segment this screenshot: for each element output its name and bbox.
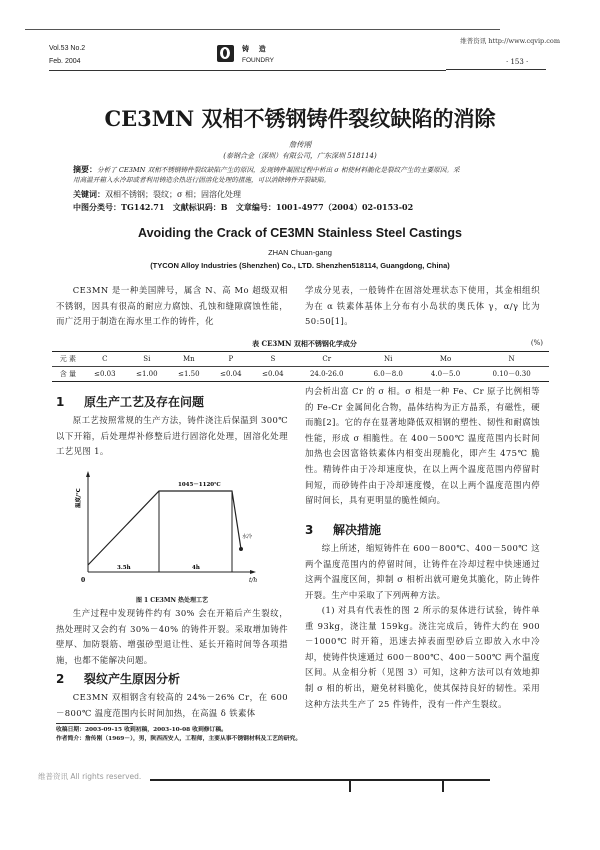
section-1-paragraph-2: 生产过程中发现铸件约有 30% 会在开箱后产生裂纹，热处理时又会约有 30%－40% 的铸件开裂。采取增加铸件壁厚、加防裂筋、增强砂型退让性、延长开箱时间等各项措施，也都不能解决问题。 (56, 608, 288, 665)
table-header-cell: P (210, 352, 252, 367)
issue-date: Feb. 2004 (49, 58, 81, 65)
scan-tick-mark (349, 780, 351, 792)
intro-left-paragraph: CE3MN 是一种美国牌号，属含 N、高 Mo 超级双相不锈钢，因具有很高的耐应力腐蚀、孔蚀和缝隙腐蚀性能，而广泛用于制造在海水里工作的铸件，化 (56, 285, 288, 327)
journal-logo-icon (217, 45, 234, 62)
y-axis-label: 温度/℃ (76, 488, 82, 508)
figure-1-caption: 图 1 CE3MN 热处理工艺 (135, 597, 209, 604)
section-number: 3 (305, 523, 314, 537)
figure-1-heat-treatment-diagram (70, 468, 270, 588)
table-cell: ≤0.03 (84, 367, 126, 382)
author-cn: 詹传刚 (288, 140, 312, 149)
affiliation-en: (TYCON Alloy Industries (Shenzhen) Co., LTD. Shenzhen518114, Guangdong, China) (150, 261, 450, 270)
abstract (73, 164, 463, 185)
keywords-label: 关键词： (73, 189, 105, 199)
article-title-en: Avoiding the Crack of CE3MN Stainless Steel Castings (138, 226, 462, 240)
watermark-top: 维普资讯 http://www.cqvip.com (460, 37, 560, 45)
segment-1-duration: 3.5h (117, 565, 131, 571)
author-bio: 作者简介：詹传刚（1969－），男，陕西西安人，工程师，主要从事不锈钢材料及工艺的研究。 (56, 736, 302, 742)
author-en: ZHAN Chuan-gang (268, 248, 332, 257)
article-title-cn: CE3MN 双相不锈钢铸件裂纹缺陷的消除 (104, 106, 496, 131)
water-quench-label: 水冷 (242, 534, 253, 540)
table-cell: 0.10－0.30 (474, 367, 549, 382)
section-title: 裂纹产生原因分析 (84, 672, 181, 686)
keywords-text: 双相不锈钢；裂纹；σ 相；固溶化处理 (105, 190, 242, 199)
footnote (56, 726, 301, 744)
top-scan-rule (25, 29, 500, 30)
table-cell: 含 量 (52, 367, 84, 382)
temperature-curve (88, 491, 241, 565)
section-2-paragraph-1: CE3MN 双相钢含有较高的 24%－26% Cr，在 600－800℃ 温度范围内长时间加热，在高温 δ 铁素体 (56, 692, 288, 718)
section-title: 解决措施 (333, 523, 382, 537)
table-cell: ≤0.04 (210, 367, 252, 382)
section-3-paragraph-2: (1) 对具有代表性的图 2 所示的泵体进行试验，铸件单重 93kg，浇注量 159kg。浇注完成后，铸件大约在 900－1000℃ 时开箱，迅速去掉表面型砂后立即放入水中冷却，使铸件快速通过 600－800℃、400－500℃ 两个温度区间。从金相分析（见图 3）可知，这种方法可以有效地抑制 σ 相的析出，避免材料脆化，使其保持良好的韧性。采用这种方法共生产了 25 件铸件，没有一件产生裂纹。 (305, 605, 540, 709)
table-row (52, 367, 549, 382)
intro-right-paragraph: 学成分见表，一般铸件在固溶处理状态下使用，其金相组织为在 α 铁素体基体上分布有小岛状的奥氏体 γ，α/γ 比为 50:50[1]。 (305, 285, 540, 327)
table-cell: 6.0－8.0 (360, 367, 417, 382)
table-cell: 4.0－5.0 (417, 367, 474, 382)
section-1-paragraph-1: 原工艺按照常规的生产方法，铸件浇注后保温到 300℃ 以下开箱，后处理焊补修整后进行固溶化处理，固溶化处理工艺见图 1。 (56, 415, 288, 457)
table-cell: ≤1.50 (168, 367, 210, 382)
table-cell: ≤0.04 (252, 367, 294, 382)
table-header-cell: Si (126, 352, 168, 367)
x-axis-label: t/h (249, 577, 258, 584)
section-2-paragraph-continued: 内会析出富 Cr 的 σ 相。σ 相是一种 Fe、Cr 原子比例相等的 Fe-Cr 金属间化合物，晶体结构为正方晶系，有磁性，硬而脆[2]。它的存在显著地降低双相钢的塑性、韧性和耐腐蚀性能，形成 σ 相脆性。在 400－500℃ 温度范围内长时间加热也会因富铬铁素体内相变出现脆化，即产生 475℃ 脆性。精铸件由于冷却速度快，在以上两个温度范围内停留时间短，而砂铸件由于冷却速度慢，在以上两个温度范围内停留时间长，具有更明显的脆性倾向。 (305, 386, 540, 506)
table-header-cell: C (84, 352, 126, 367)
table-header-cell: N (474, 352, 549, 367)
table-caption: 表 CE3MN 双相不锈钢化学成分 (252, 339, 357, 348)
chemical-composition-table (52, 351, 549, 382)
section-3-heading (305, 521, 381, 538)
abstract-text: 分析了 CE3MN 双相不锈钢铸件裂纹缺陷产生的原因，发现铸件凝固过程中析出 σ 相使材料脆化是裂纹产生的主要原因。采用高温开箱入水冷却或者利用铸造余热进行固溶化处理的措施，可以消除铸件开裂缺陷。 (73, 166, 460, 184)
bottom-scan-rule (150, 779, 490, 781)
table-header-cell: Ni (360, 352, 417, 367)
affiliation-cn: (泰钢合金（深圳）有限公司，广东深圳 518114) (223, 152, 377, 160)
section-number: 2 (56, 672, 65, 686)
plateau-temperature-label: 1045－1120℃ (178, 482, 221, 488)
table-caption-row (56, 339, 553, 349)
section-1-heading (56, 393, 204, 410)
page-number: · 153 · (506, 58, 529, 66)
table-header-cell: Mn (168, 352, 210, 367)
journal-name-cn: 铸 造 (242, 44, 266, 53)
classification-line: 中图分类号：TG142.71 文献标识码：B 文章编号：1001-4977（2004）02-0153-02 (73, 202, 414, 212)
table-header-cell: Mo (417, 352, 474, 367)
section-3-paragraph-1: 综上所述，缩短铸件在 600－800℃、400－500℃ 这两个温度范围内的停留时间，让铸件在冷却过程中快速通过这两个温度区间，抑制 σ 相析出就可避免其脆化，防止铸件开裂。生产中采取了下列两种方法。 (305, 543, 540, 600)
header-rule (49, 70, 446, 71)
volume-info: Vol.53 No.2 (49, 45, 86, 52)
header-rule-right (446, 69, 546, 70)
received-date: 收稿日期：2003-09-15 收到初稿，2003-10-08 收到修订稿。 (56, 727, 227, 733)
scan-tick-mark (442, 780, 444, 792)
table-header-cell: S (252, 352, 294, 367)
section-title: 原生产工艺及存在问题 (84, 395, 205, 409)
origin-label: 0 (81, 577, 86, 584)
table-header-row (52, 352, 549, 367)
footnote-rule (56, 723, 133, 724)
quench-end-point (240, 548, 243, 551)
watermark-bottom: 维普资讯 All rights reserved. (38, 772, 142, 781)
segment-2-duration: 4h (192, 565, 200, 571)
x-axis-arrow-icon (250, 570, 256, 574)
table-unit: (%) (530, 339, 543, 347)
table-cell: 24.0-26.0 (294, 367, 360, 382)
journal-name-en: FOUNDRY (242, 57, 275, 64)
table-cell: ≤1.00 (126, 367, 168, 382)
abstract-label: 摘要： (73, 164, 97, 174)
section-number: 1 (56, 395, 65, 409)
table-header-cell: Cr (294, 352, 360, 367)
y-axis-arrow-icon (86, 471, 90, 477)
table-header-cell: 元 素 (52, 352, 84, 367)
keywords (73, 189, 241, 200)
section-2-heading (56, 670, 180, 687)
